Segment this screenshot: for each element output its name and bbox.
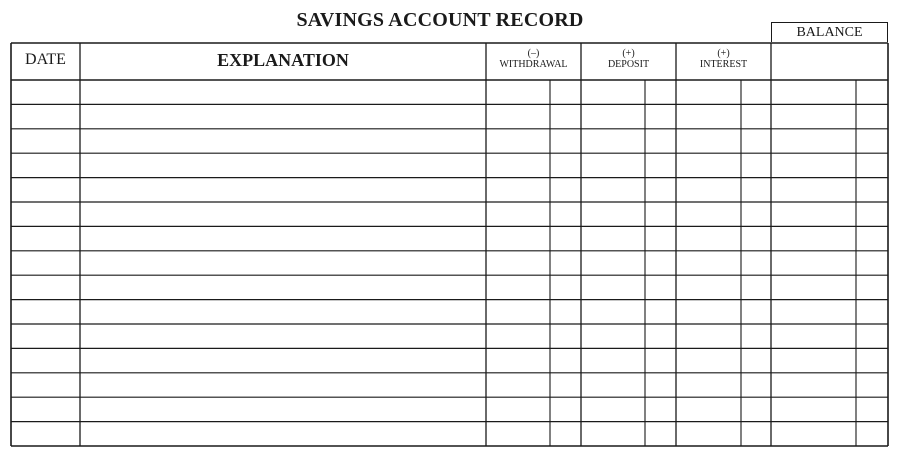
column-header-date: DATE: [25, 51, 66, 68]
ledger-row: [11, 104, 888, 128]
ledger-row: [11, 251, 888, 275]
deposit-sign: (+): [622, 48, 635, 59]
ledger-row: [11, 300, 888, 324]
ledger-row: [11, 178, 888, 202]
column-header-withdrawal: [486, 48, 581, 70]
column-header-interest: [676, 48, 771, 70]
ledger-row: [11, 153, 888, 177]
ledger-row: [11, 397, 888, 421]
balance-label: BALANCE: [771, 22, 888, 42]
ledger-row: [11, 324, 888, 348]
ledger-row: [11, 373, 888, 397]
column-header-explanation: EXPLANATION: [217, 50, 349, 70]
deposit-label: DEPOSIT: [607, 59, 650, 70]
withdrawal-label: WITHDRAWAL: [499, 59, 568, 70]
column-header-deposit: [581, 48, 676, 70]
withdrawal-sign: (–): [527, 48, 540, 59]
interest-sign: (+): [717, 48, 730, 59]
form-title: SAVINGS ACCOUNT RECORD: [296, 9, 584, 31]
ledger-row: [11, 129, 888, 153]
ledger-row: [11, 202, 888, 226]
ledger-row: [11, 226, 888, 250]
interest-label: INTEREST: [699, 59, 748, 70]
ledger-row: [11, 348, 888, 372]
ledger-row: [11, 80, 888, 104]
ledger-row: [11, 275, 888, 299]
ledger-row: [11, 422, 888, 446]
